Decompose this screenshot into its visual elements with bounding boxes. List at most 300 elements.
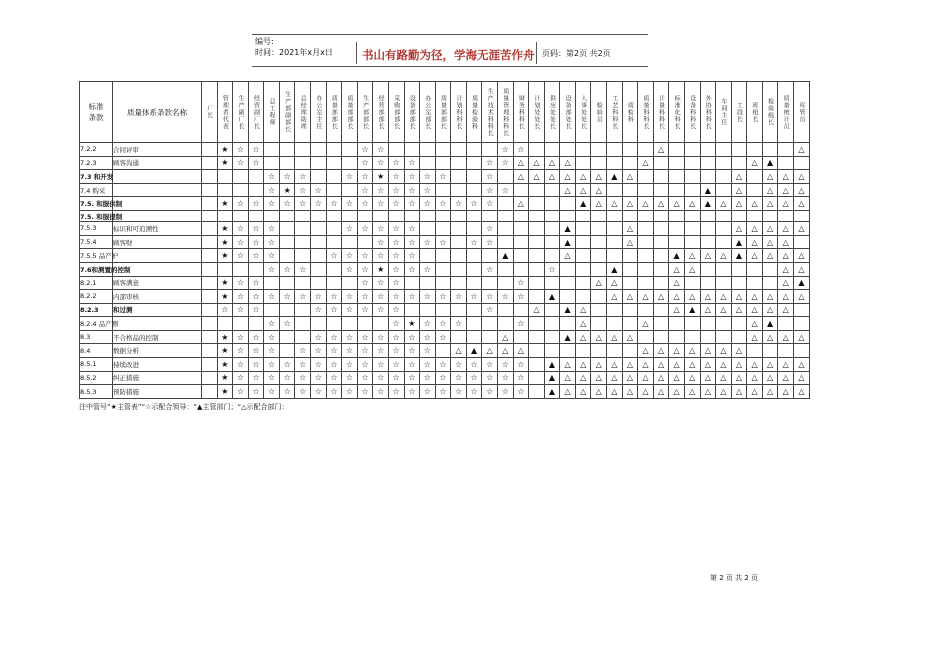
responsibility-mark: ☆ [233,197,249,211]
responsibility-mark: ☆ [466,235,482,249]
responsibility-mark: ☆ [388,222,404,236]
responsibility-mark [622,303,638,317]
responsibility-mark [684,235,700,249]
responsibility-mark [607,183,623,197]
responsibility-mark: △ [497,330,513,344]
responsibility-mark [638,210,654,221]
responsibility-mark: ☆ [342,197,358,211]
responsibility-mark: △ [793,249,809,263]
responsibility-mark: ☆ [388,170,404,184]
responsibility-mark [622,183,638,197]
responsibility-mark [497,303,513,317]
department-header [544,82,560,143]
responsibility-mark: ☆ [233,344,249,358]
responsibility-mark: ☆ [311,183,327,197]
responsibility-mark [482,276,498,290]
responsibility-mark: ▲ [762,156,778,170]
responsibility-mark [716,183,732,197]
department-header [529,82,545,143]
responsibility-mark: △ [684,344,700,358]
responsibility-mark [264,210,280,221]
responsibility-mark: △ [700,344,716,358]
responsibility-mark [529,330,545,344]
responsibility-mark [591,143,607,157]
responsibility-mark: △ [778,303,794,317]
responsibility-mark: △ [778,330,794,344]
department-header-text: 生产技术科科长 [486,87,494,137]
responsibility-mark [466,156,482,170]
responsibility-mark [451,210,467,221]
responsibility-mark: △ [575,357,591,371]
responsibility-mark: ▲ [466,344,482,358]
responsibility-mark: ☆ [404,222,420,236]
clause-name: 纠正措施 [113,371,202,385]
responsibility-mark: △ [793,170,809,184]
responsibility-mark [420,276,436,290]
responsibility-mark [716,235,732,249]
responsibility-mark: △ [778,235,794,249]
responsibility-mark [466,249,482,263]
responsibility-mark [295,276,311,290]
responsibility-mark [793,344,809,358]
responsibility-mark: △ [513,156,529,170]
responsibility-mark: △ [684,290,700,304]
clause-code: 7.4 购采 [80,183,113,197]
department-header [279,82,295,143]
header-bottom-rule [252,66,648,67]
responsibility-mark [529,317,545,331]
responsibility-mark [420,303,436,317]
department-header-text: 检验员 [595,101,603,123]
clause-name [113,170,202,184]
responsibility-mark: ☆ [233,385,249,399]
responsibility-mark: ☆ [342,371,358,385]
responsibility-mark: ★ [217,344,233,358]
responsibility-mark: ☆ [420,330,436,344]
clause-code: 7.5. 和服提制 [80,210,113,221]
responsibility-mark [451,235,467,249]
department-header [513,82,529,143]
responsibility-mark [420,156,436,170]
responsibility-mark [295,317,311,331]
responsibility-mark: △ [513,344,529,358]
responsibility-mark: ☆ [404,197,420,211]
responsibility-mark: △ [762,235,778,249]
responsibility-mark: ☆ [373,235,389,249]
responsibility-mark: △ [700,303,716,317]
responsibility-mark [497,170,513,184]
responsibility-mark [466,276,482,290]
responsibility-mark: △ [560,357,576,371]
clause-name: 顾客满意 [113,276,202,290]
department-header-text: 财务科科长 [517,94,525,130]
responsibility-mark [513,249,529,263]
responsibility-mark: ☆ [404,290,420,304]
responsibility-mark: △ [747,371,763,385]
responsibility-mark: ☆ [233,249,249,263]
responsibility-mark [529,262,545,276]
responsibility-mark [279,330,295,344]
responsibility-mark [607,303,623,317]
responsibility-mark: △ [684,357,700,371]
department-header [575,82,591,143]
responsibility-mark [700,170,716,184]
responsibility-mark: △ [778,222,794,236]
responsibility-mark [357,210,373,221]
responsibility-mark: ☆ [233,222,249,236]
responsibility-mark: ☆ [357,222,373,236]
responsibility-mark [653,262,669,276]
responsibility-mark [311,235,327,249]
responsibility-mark: △ [669,385,685,399]
responsibility-mark [560,344,576,358]
responsibility-mark [435,303,451,317]
responsibility-mark [497,235,513,249]
responsibility-mark [311,317,327,331]
responsibility-mark: △ [638,290,654,304]
responsibility-mark [295,330,311,344]
responsibility-mark [591,262,607,276]
department-header [295,82,311,143]
responsibility-mark [544,235,560,249]
responsibility-mark: ☆ [295,262,311,276]
department-header [497,82,513,143]
responsibility-mark [435,143,451,157]
responsibility-mark [326,156,342,170]
responsibility-mark: ☆ [373,143,389,157]
responsibility-mark [451,156,467,170]
responsibility-mark [716,210,732,221]
responsibility-mark [466,303,482,317]
responsibility-mark: ☆ [373,156,389,170]
responsibility-mark [560,290,576,304]
responsibility-mark [342,143,358,157]
responsibility-mark: △ [762,385,778,399]
responsibility-mark: ☆ [295,371,311,385]
responsibility-mark: ☆ [248,371,264,385]
department-header [607,82,623,143]
responsibility-mark [497,210,513,221]
responsibility-mark: △ [716,371,732,385]
responsibility-mark: △ [591,385,607,399]
table-row [80,357,810,371]
responsibility-mark: △ [669,262,685,276]
responsibility-mark [762,143,778,157]
responsibility-mark: △ [747,222,763,236]
department-header-text: 办公室部长 [423,94,431,130]
department-header-text: 设备部处长 [564,94,572,130]
responsibility-mark [575,290,591,304]
responsibility-mark [622,143,638,157]
responsibility-mark [202,197,218,211]
responsibility-mark: △ [716,385,732,399]
responsibility-mark [202,371,218,385]
responsibility-mark: △ [607,330,623,344]
responsibility-mark: ☆ [264,344,280,358]
responsibility-mark [529,344,545,358]
responsibility-mark [700,156,716,170]
responsibility-mark [684,156,700,170]
responsibility-mark [731,143,747,157]
responsibility-mark: △ [778,276,794,290]
responsibility-mark: ☆ [466,385,482,399]
responsibility-mark: △ [607,276,623,290]
responsibility-mark [778,344,794,358]
responsibility-mark: ★ [217,357,233,371]
responsibility-mark [700,222,716,236]
responsibility-mark: ☆ [357,143,373,157]
department-header-text: 经营部部长 [377,94,385,130]
responsibility-mark: ▲ [497,249,513,263]
responsibility-mark: △ [684,262,700,276]
table-body [80,143,810,399]
responsibility-mark: ☆ [264,371,280,385]
responsibility-mark [716,317,732,331]
responsibility-mark [233,183,249,197]
responsibility-mark: △ [560,249,576,263]
department-header [482,82,498,143]
responsibility-mark [669,317,685,331]
responsibility-mark: ☆ [248,235,264,249]
responsibility-mark [342,235,358,249]
responsibility-mark: ☆ [342,290,358,304]
responsibility-mark [295,222,311,236]
responsibility-mark: ☆ [279,170,295,184]
clause-code: 8.5.2 [80,371,113,385]
responsibility-mark [529,222,545,236]
responsibility-mark [202,276,218,290]
responsibility-mark: ☆ [420,357,436,371]
clause-code: 7.2.2 [80,143,113,157]
document-date-label: 时间：2021年x月x日 [255,48,333,57]
responsibility-mark: ▲ [762,317,778,331]
responsibility-mark: ☆ [342,262,358,276]
responsibility-mark: ☆ [295,183,311,197]
table-row [80,170,810,184]
responsibility-mark [342,183,358,197]
table-row [80,276,810,290]
responsibility-mark: ☆ [233,330,249,344]
responsibility-mark [466,262,482,276]
responsibility-mark: ▲ [560,330,576,344]
responsibility-mark: △ [544,156,560,170]
responsibility-mark [326,170,342,184]
responsibility-mark [669,143,685,157]
responsibility-mark [716,156,732,170]
responsibility-mark [575,235,591,249]
clause-code: 8.2.3 [80,303,113,317]
responsibility-mark [700,143,716,157]
responsibility-mark [264,156,280,170]
clause-code: 8.2.1 [80,276,113,290]
clause-code: 7.6和测置的控制 [80,262,113,276]
responsibility-mark [279,344,295,358]
responsibility-mark: △ [793,183,809,197]
responsibility-mark: ☆ [404,371,420,385]
responsibility-mark: ☆ [295,385,311,399]
responsibility-mark [342,210,358,221]
responsibility-mark [388,143,404,157]
responsibility-mark: ☆ [217,303,233,317]
responsibility-mark: ☆ [388,197,404,211]
responsibility-mark [529,235,545,249]
responsibility-mark [700,276,716,290]
responsibility-mark: △ [793,222,809,236]
responsibility-mark [638,249,654,263]
responsibility-mark: ☆ [435,170,451,184]
responsibility-mark [435,344,451,358]
responsibility-mark [731,330,747,344]
responsibility-mark: △ [684,249,700,263]
responsibility-mark: △ [575,330,591,344]
responsibility-mark: ☆ [342,170,358,184]
responsibility-mark [669,170,685,184]
responsibility-mark [591,344,607,358]
responsibility-mark: △ [747,303,763,317]
responsibility-mark: △ [669,276,685,290]
responsibility-mark: ☆ [248,276,264,290]
responsibility-mark [622,210,638,221]
responsibility-mark: △ [622,235,638,249]
clause-name [113,317,202,331]
responsibility-mark [544,249,560,263]
department-header-text: 工段长 [735,101,743,123]
responsibility-mark: ☆ [388,317,404,331]
responsibility-mark: ☆ [404,344,420,358]
table-row [80,197,810,211]
responsibility-mark: ☆ [482,303,498,317]
responsibility-mark: ☆ [264,290,280,304]
responsibility-mark [544,222,560,236]
responsibility-mark [700,330,716,344]
responsibility-mark: ☆ [404,183,420,197]
clause-name: 预防措施 [113,385,202,399]
responsibility-mark: ☆ [248,156,264,170]
page-footer: 第 2 页 共 2 页 [710,574,759,582]
responsibility-mark [669,330,685,344]
responsibility-mark [747,143,763,157]
responsibility-mark: △ [560,385,576,399]
responsibility-mark [700,235,716,249]
responsibility-mark [607,222,623,236]
responsibility-mark [466,222,482,236]
responsibility-mark: ☆ [404,170,420,184]
responsibility-mark [404,276,420,290]
table-row [80,235,810,249]
responsibility-mark: △ [762,357,778,371]
responsibility-mark [731,262,747,276]
responsibility-mark [466,183,482,197]
responsibility-mark [233,210,249,221]
responsibility-mark [653,183,669,197]
responsibility-mark [622,317,638,331]
responsibility-mark: ☆ [342,249,358,263]
responsibility-mark: ★ [217,330,233,344]
responsibility-mark [326,276,342,290]
responsibility-mark: ☆ [373,303,389,317]
responsibility-mark [202,290,218,304]
responsibility-mark: ★ [217,276,233,290]
department-header-text: 计划处处长 [532,94,540,130]
responsibility-mark [669,156,685,170]
responsibility-mark [482,143,498,157]
responsibility-mark: ☆ [311,290,327,304]
department-header [451,82,467,143]
responsibility-mark: △ [653,143,669,157]
responsibility-mark: ☆ [373,197,389,211]
responsibility-mark [731,276,747,290]
responsibility-mark: △ [560,371,576,385]
department-header [793,82,809,143]
responsibility-mark: ☆ [373,183,389,197]
responsibility-mark: ☆ [373,357,389,371]
department-header-text: 质量部部长 [345,94,353,130]
responsibility-mark: ☆ [482,222,498,236]
table-row [80,317,810,331]
clause-name: 标识和可追溯性 [113,222,202,236]
responsibility-mark: △ [793,385,809,399]
department-header [435,82,451,143]
department-header-text: 生产副厂长 [236,94,244,130]
responsibility-mark [591,317,607,331]
responsibility-mark: △ [607,385,623,399]
responsibility-mark [202,183,218,197]
responsibility-mark: △ [653,371,669,385]
responsibility-mark: ☆ [326,290,342,304]
responsibility-mark [747,210,763,221]
responsibility-mark [451,262,467,276]
responsibility-mark [451,170,467,184]
clause-name: 内部审核 [113,290,202,304]
responsibility-mark: △ [762,222,778,236]
responsibility-mark [591,156,607,170]
table-row [80,143,810,157]
responsibility-mark: △ [560,156,576,170]
responsibility-mark: △ [762,170,778,184]
responsibility-mark [638,330,654,344]
department-header [388,82,404,143]
responsibility-mark: ☆ [388,262,404,276]
responsibility-mark: △ [778,197,794,211]
responsibility-mark [451,222,467,236]
clause-code-header [80,82,113,143]
responsibility-mark [669,210,685,221]
responsibility-mark: △ [529,156,545,170]
responsibility-mark: ☆ [311,385,327,399]
responsibility-mark [295,210,311,221]
responsibility-mark: △ [778,357,794,371]
responsibility-mark: ☆ [482,235,498,249]
responsibility-mark: ☆ [342,222,358,236]
department-header-text: 生产部部长 [361,94,369,130]
responsibility-mark: ★ [373,262,389,276]
responsibility-mark [529,143,545,157]
responsibility-mark [357,235,373,249]
responsibility-mark: ☆ [404,262,420,276]
responsibility-mark: ☆ [248,385,264,399]
department-header [420,82,436,143]
responsibility-mark: ☆ [248,330,264,344]
responsibility-mark [202,249,218,263]
department-header [716,82,732,143]
responsibility-mark: △ [793,197,809,211]
department-header-text: 经营副厂长 [252,94,260,130]
clause-name [113,197,202,211]
responsibility-mark: △ [669,303,685,317]
responsibility-mark: ☆ [435,357,451,371]
responsibility-mark [622,262,638,276]
responsibility-mark: ☆ [342,303,358,317]
